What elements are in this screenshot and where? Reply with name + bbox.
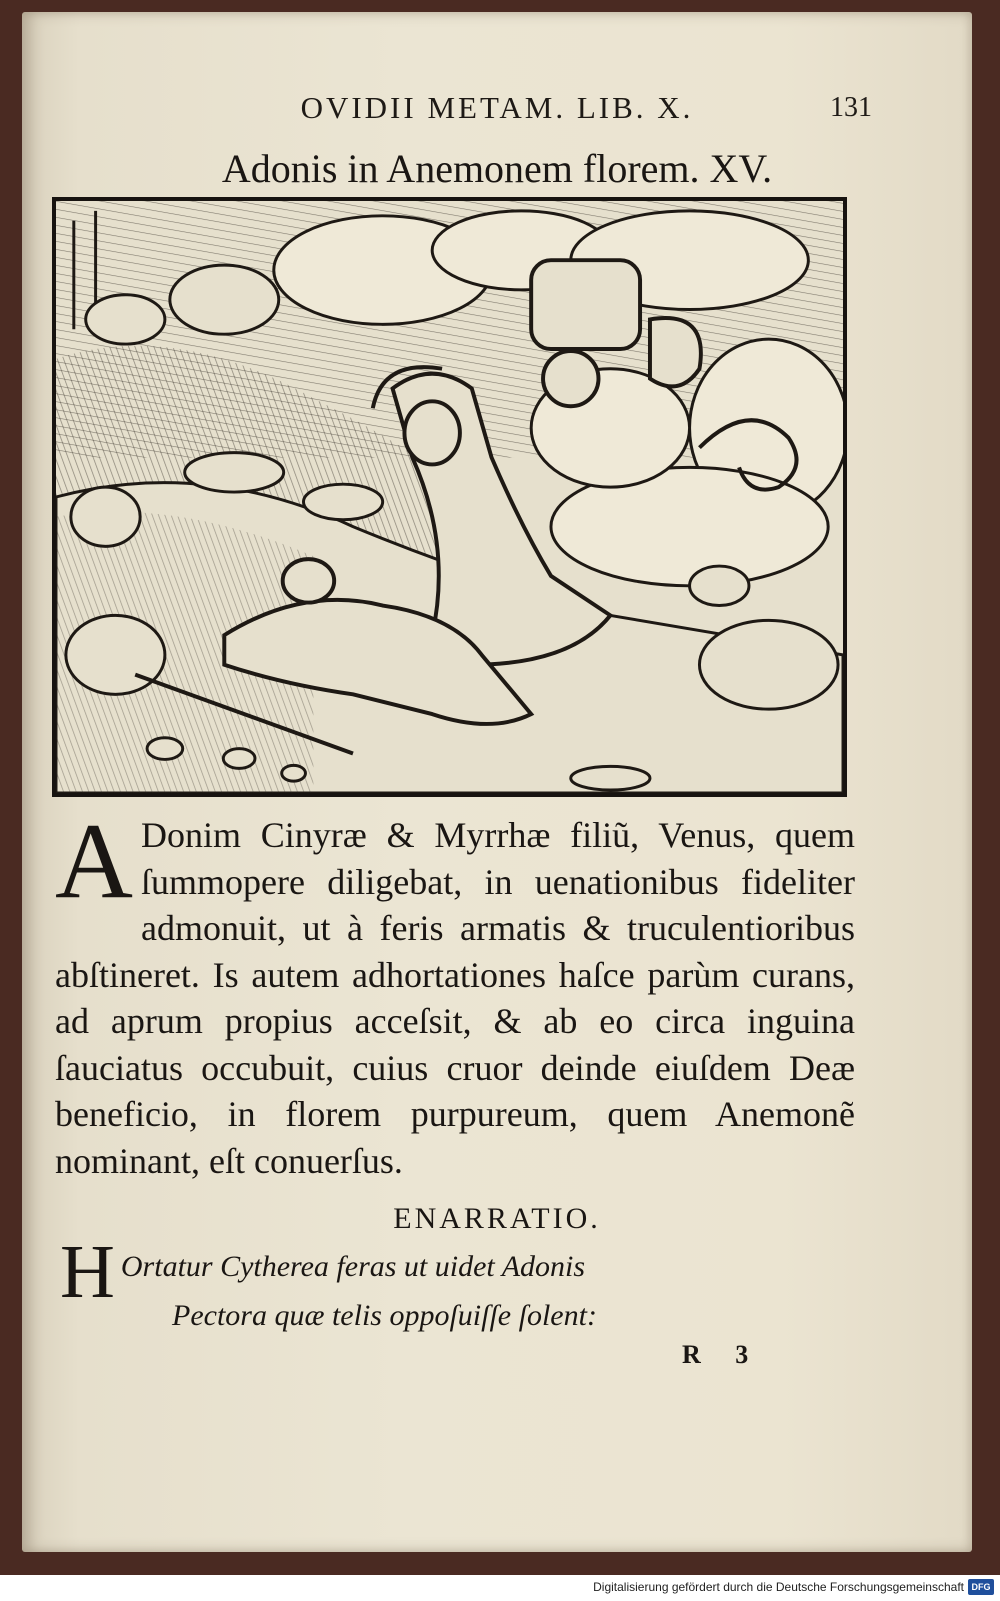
footer-credit: Digitalisierung gefördert durch die Deutsche Forschungsgemeinschaft (593, 1580, 964, 1594)
verse-line-1: Ortatur Cytherea feras ut uidet Adonis (120, 1250, 586, 1283)
signature-mark: R 3 (682, 1340, 763, 1369)
dfg-logo-icon: DFG (968, 1579, 994, 1595)
summary-paragraph (55, 802, 855, 1184)
book-page (22, 12, 972, 1552)
verse-block (60, 1230, 700, 1340)
woodcut-illustration (52, 197, 847, 797)
enarratio-heading: ENARRATIO. (393, 1202, 601, 1235)
page-number: 131 (830, 92, 872, 123)
woodcut-image (56, 201, 843, 793)
page-title: Adonis in Anemonem florem. XV. (221, 146, 773, 191)
drop-capital: A (55, 802, 133, 921)
running-title: OVIDII METAM. LIB. X. (300, 90, 694, 125)
verse-line-2: Pectora quæ telis oppoſuiſſe ſolent: (172, 1299, 597, 1332)
verse-drop-capital: H (60, 1230, 115, 1314)
summary-text: Donim Cinyræ & Myrrhæ filiũ, Venus, quem ſummopere diligebat, in uenationibus fideliter admonuit, ut à feris armatis & truculentioribus abſtineret. Is autem adhortationes haſce parùm curans, ad aprum propius acceſsit, & ab eo circa inguina ſauciatus occubuit, cuius cruor deinde eiuſdem Deæ beneficio, in florem purpureum, quem Anemonẽ nominant, eſt conuerſus. (55, 815, 855, 1181)
footer-bar (0, 1575, 1000, 1601)
